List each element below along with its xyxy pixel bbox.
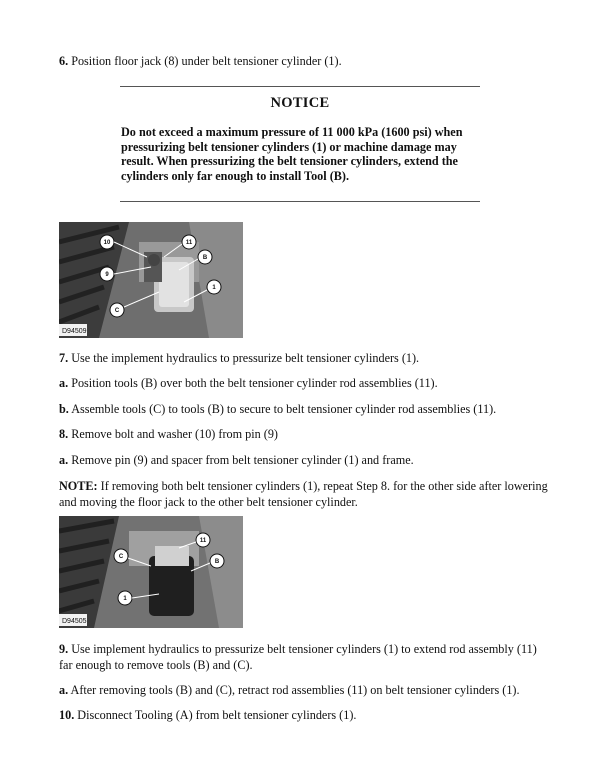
step-text: Assemble tools (C) to tools (B) to secure to belt tensioner cylinder rod assemblies (11).	[68, 402, 497, 416]
step-7b	[59, 401, 549, 417]
callout-label: 10	[103, 240, 111, 246]
note	[59, 478, 549, 510]
step-number: 6.	[59, 54, 69, 68]
step-8	[59, 426, 549, 442]
photo-code: D94509	[62, 328, 87, 335]
step-10	[59, 707, 549, 723]
photo-code: D94505	[62, 618, 87, 625]
photo-belt-tensioner-tools-installed	[59, 222, 243, 338]
step-7	[59, 350, 549, 366]
notice-title: NOTICE	[270, 95, 330, 111]
notice-bottom-rule	[120, 201, 480, 202]
step-text: Position floor jack (8) under belt tensioner cylinder (1).	[68, 54, 342, 68]
step-text: Remove pin (9) and spacer from belt tensioner cylinder (1) and frame.	[68, 453, 414, 467]
step-8a	[59, 452, 549, 468]
step-number: b.	[59, 402, 69, 416]
step-text: Disconnect Tooling (A) from belt tensioner cylinders (1).	[74, 708, 357, 722]
callout-label: 11	[185, 240, 193, 246]
photo-2-illustration	[59, 516, 243, 628]
step-9	[59, 641, 549, 673]
step-text: Remove bolt and washer (10) from pin (9)	[68, 427, 278, 441]
step-number: a.	[59, 683, 69, 697]
callout-label: 9	[105, 272, 109, 278]
callout-label: 11	[199, 538, 207, 544]
step-number: 9.	[59, 642, 69, 656]
callout-label: 1	[212, 285, 216, 291]
callout-label: 1	[123, 596, 127, 602]
callout-label: B	[214, 559, 220, 565]
note-label: NOTE:	[59, 479, 98, 493]
callout-label: C	[118, 554, 124, 560]
photo-tools-removal	[59, 516, 243, 628]
step-text: After removing tools (B) and (C), retract rod assemblies (11) on belt tensioner cylinders (1).	[68, 683, 520, 697]
notice-top-rule	[120, 86, 480, 87]
photo-1-illustration	[59, 222, 243, 338]
step-number: 10.	[59, 708, 75, 722]
step-number: 8.	[59, 427, 69, 441]
step-number: 7.	[59, 351, 69, 365]
step-text: Use implement hydraulics to pressurize belt tensioner cylinders (1) to extend rod assembly (11) far enough to remove tools (B) and (C).	[59, 642, 537, 672]
notice-body: Do not exceed a maximum pressure of 11 000 kPa (1600 psi) when pressurizing belt tensioner cylinders (1) or machine damage may result. When pressurizing the belt tensioner cylinders, extend the cylinders only far enough to install Tool (B).	[121, 125, 463, 183]
step-9a	[59, 682, 549, 698]
step-text: Use the implement hydraulics to pressurize belt tensioner cylinders (1).	[68, 351, 420, 365]
step-6	[59, 53, 549, 69]
note-text: If removing both belt tensioner cylinders (1), repeat Step 8. for the other side after lowering and moving the floor jack to the other belt tensioner cylinder.	[59, 479, 548, 509]
step-7a	[59, 375, 549, 391]
step-number: a.	[59, 376, 69, 390]
callout-label: B	[202, 255, 208, 261]
step-text: Position tools (B) over both the belt tensioner cylinder rod assemblies (11).	[68, 376, 438, 390]
step-number: a.	[59, 453, 69, 467]
callout-label: C	[114, 308, 120, 314]
